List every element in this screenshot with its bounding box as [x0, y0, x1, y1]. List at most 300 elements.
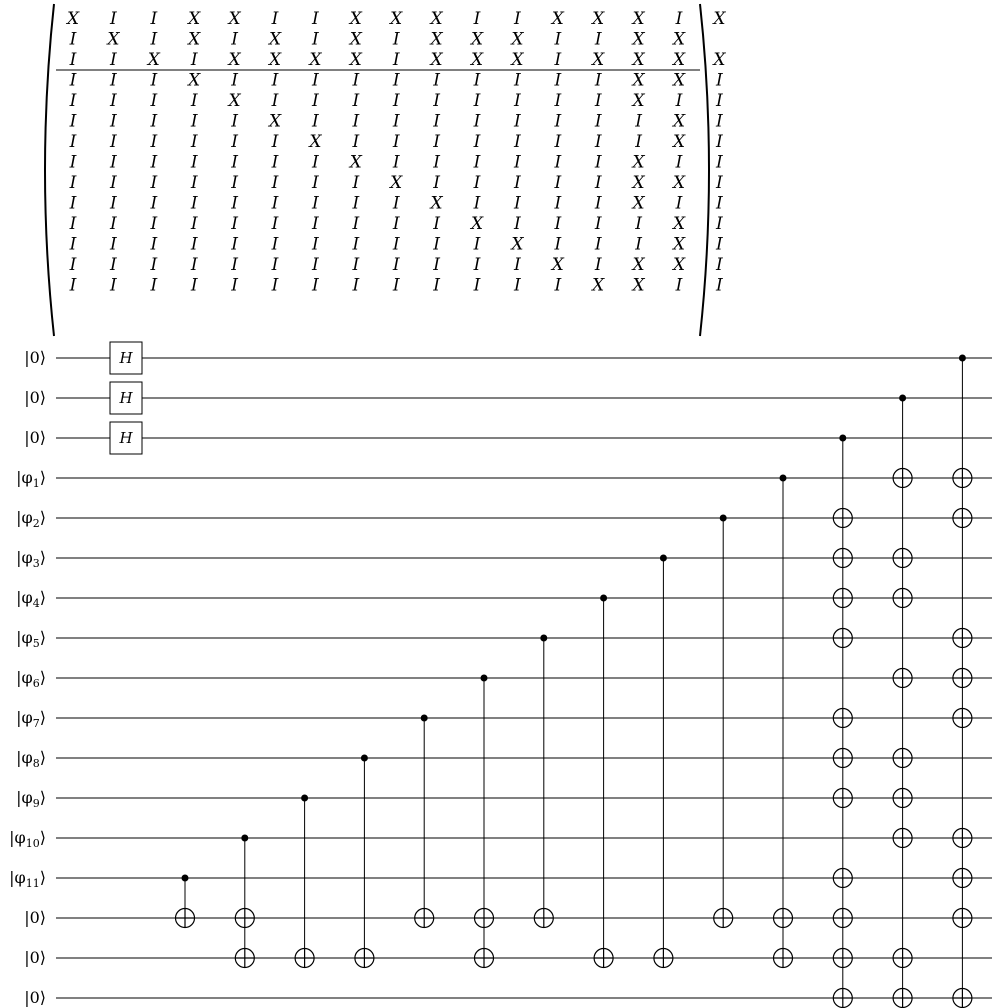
matrix-entry: I — [312, 193, 319, 214]
svg-text:H: H — [119, 349, 133, 367]
matrix-entry: I — [675, 152, 683, 173]
matrix-entry: I — [352, 255, 360, 275]
cnot-gate — [654, 555, 673, 968]
target-oplus — [833, 909, 852, 928]
target-oplus — [176, 909, 195, 928]
matrix-entry: I — [392, 50, 400, 70]
matrix-entry: X — [309, 50, 322, 70]
matrix-entry: I — [594, 29, 602, 50]
matrix-entry: I — [69, 70, 77, 91]
matrix-entry: I — [433, 214, 440, 234]
qubit-label: |0⟩ — [24, 348, 46, 367]
matrix-entry: X — [592, 50, 605, 70]
matrix-entry: X — [349, 9, 362, 29]
target-oplus — [295, 949, 314, 968]
target-oplus — [833, 949, 852, 968]
matrix-entry: I — [554, 275, 562, 296]
matrix-entry: I — [433, 275, 440, 296]
matrix-entry: I — [392, 91, 400, 111]
matrix-entry: I — [473, 91, 481, 111]
target-oplus — [893, 469, 912, 488]
matrix-entry: I — [675, 9, 683, 29]
matrix-entry: X — [632, 29, 645, 50]
matrix-entry: I — [473, 173, 481, 193]
matrix-entry: I — [554, 193, 562, 214]
matrix-entry: I — [716, 275, 723, 296]
target-oplus — [475, 949, 494, 968]
cnot-gate — [176, 875, 195, 928]
control-dot — [361, 755, 368, 762]
matrix-entry: I — [514, 214, 521, 234]
matrix-entry: I — [594, 111, 602, 132]
matrix-entry: I — [716, 214, 723, 234]
qubit-label: $|\varphi_7⟩$ — [16, 708, 46, 730]
target-oplus — [833, 549, 852, 568]
matrix-entry: I — [231, 173, 238, 193]
qubit-label: $|\varphi_9⟩$ — [16, 788, 46, 810]
matrix-entry: X — [349, 29, 362, 50]
matrix-entry: I — [312, 255, 319, 275]
matrix-entry: I — [231, 152, 238, 173]
left-paren — [45, 4, 54, 336]
matrix-entry: I — [554, 234, 562, 255]
matrix-entry: I — [312, 275, 319, 296]
matrix-entry: X — [430, 50, 443, 70]
matrix-entry: I — [150, 132, 158, 152]
matrix-entry: I — [231, 193, 238, 214]
matrix-entry: X — [66, 9, 80, 29]
matrix-entry: X — [268, 111, 282, 132]
matrix-entry: I — [69, 152, 77, 173]
matrix-entry: I — [271, 70, 279, 91]
target-oplus — [893, 949, 912, 968]
qubit-label: $|\varphi_{10}⟩$ — [9, 828, 46, 850]
matrix-entry: I — [190, 234, 198, 255]
matrix-entry: X — [632, 173, 645, 193]
matrix-entry: I — [231, 29, 238, 50]
matrix-entry: I — [190, 214, 198, 234]
matrix-entry: X — [592, 9, 605, 29]
matrix-entry: X — [713, 9, 726, 29]
matrix-entry: I — [675, 275, 683, 296]
cnot-gate — [893, 395, 912, 1008]
qubit-label: $|\varphi_2⟩$ — [16, 508, 46, 530]
matrix-entry: I — [473, 9, 481, 29]
matrix-entry: I — [433, 234, 440, 255]
matrix-entry: I — [352, 91, 360, 111]
target-oplus — [953, 869, 972, 888]
matrix-entry: I — [69, 50, 77, 70]
matrix-entry: X — [672, 214, 686, 234]
matrix-entry: I — [473, 132, 481, 152]
matrix-entry: I — [110, 111, 117, 132]
target-oplus — [833, 709, 852, 728]
matrix-entry: I — [271, 214, 279, 234]
matrix-entry: I — [110, 275, 117, 296]
matrix-entry: I — [392, 70, 400, 91]
matrix-entry: I — [110, 132, 117, 152]
target-oplus — [953, 909, 972, 928]
control-dot — [780, 475, 787, 482]
matrix-entry: I — [110, 173, 117, 193]
matrix-entry: I — [514, 173, 521, 193]
matrix-entry: X — [511, 50, 524, 70]
target-oplus — [953, 469, 972, 488]
matrix-entry: I — [392, 111, 400, 132]
matrix-entry: I — [554, 29, 562, 50]
matrix-entry: I — [392, 29, 400, 50]
matrix-entry: I — [110, 91, 117, 111]
matrix-entry: X — [672, 132, 686, 152]
matrix-entry: I — [433, 255, 440, 275]
matrix-entry: I — [473, 111, 481, 132]
matrix-entry: I — [271, 193, 279, 214]
target-oplus — [953, 629, 972, 648]
matrix-entry: I — [554, 214, 562, 234]
target-oplus — [774, 949, 793, 968]
matrix-entry: X — [470, 50, 484, 70]
matrix-entry: I — [392, 234, 400, 255]
matrix-entry: I — [69, 91, 77, 111]
qubit-label: |0⟩ — [24, 388, 46, 407]
matrix-entry: X — [632, 255, 645, 275]
matrix-entry: I — [231, 214, 238, 234]
matrix-entry: I — [594, 91, 602, 111]
matrix-entry: X — [511, 29, 524, 50]
matrix-entry: X — [228, 50, 241, 70]
target-oplus — [953, 509, 972, 528]
hadamard-gate — [110, 382, 142, 414]
control-dot — [301, 795, 308, 802]
control-dot — [720, 515, 727, 522]
target-oplus — [833, 589, 852, 608]
matrix-entry: X — [309, 132, 322, 152]
matrix-entry: I — [69, 193, 77, 214]
matrix-entry: I — [231, 132, 238, 152]
matrix-entry: I — [150, 234, 158, 255]
target-oplus — [833, 629, 852, 648]
target-oplus — [953, 829, 972, 848]
matrix-entry: I — [594, 70, 602, 91]
matrix-entry: I — [69, 214, 77, 234]
matrix-entry: I — [594, 193, 602, 214]
matrix-entry: I — [473, 234, 481, 255]
matrix-entry: I — [514, 193, 521, 214]
matrix-entry: X — [390, 173, 403, 193]
cnot-gate — [235, 835, 254, 968]
matrix-entry: I — [514, 275, 521, 296]
matrix-entry: I — [716, 70, 723, 91]
matrix-entry: I — [110, 234, 117, 255]
matrix-entry: X — [632, 275, 645, 296]
matrix-entry: I — [392, 255, 400, 275]
matrix-entry: X — [268, 50, 282, 70]
matrix-entry: I — [473, 275, 481, 296]
matrix-entry: I — [190, 152, 198, 173]
matrix-entry: X — [632, 70, 645, 91]
matrix-entry: I — [190, 111, 198, 132]
matrix-entry: I — [271, 173, 279, 193]
target-oplus — [594, 949, 613, 968]
matrix-entry: I — [594, 152, 602, 173]
hadamard-gate — [110, 342, 142, 374]
matrix-entry: X — [470, 214, 484, 234]
matrix-entry: I — [352, 214, 360, 234]
matrix-entry: I — [231, 234, 238, 255]
matrix-entry: I — [352, 173, 360, 193]
matrix-entry: X — [390, 9, 403, 29]
matrix-entry: I — [271, 234, 279, 255]
target-oplus — [893, 669, 912, 688]
matrix-entry: I — [716, 132, 723, 152]
matrix-entry: X — [713, 50, 726, 70]
matrix-entry: I — [190, 132, 198, 152]
qubit-label: $|\varphi_{11}⟩$ — [9, 868, 46, 890]
matrix-entry: I — [554, 173, 562, 193]
matrix-entry: I — [150, 70, 158, 91]
matrix-entry: X — [592, 275, 605, 296]
matrix-entry: X — [632, 50, 645, 70]
matrix-entry: I — [150, 111, 158, 132]
matrix-entry: X — [672, 255, 686, 275]
target-oplus — [893, 829, 912, 848]
target-oplus — [953, 989, 972, 1008]
matrix-entry: I — [514, 132, 521, 152]
cnot-gate — [714, 515, 733, 928]
matrix-entry: I — [473, 255, 481, 275]
matrix-entry: I — [110, 50, 117, 70]
matrix-entry: I — [312, 214, 319, 234]
target-oplus — [893, 589, 912, 608]
matrix-entry: I — [190, 50, 198, 70]
matrix-entry: I — [150, 91, 158, 111]
target-oplus — [475, 909, 494, 928]
matrix-entry: X — [268, 29, 282, 50]
matrix-entry: I — [69, 255, 77, 275]
matrix-entry: X — [349, 50, 362, 70]
matrix-entry: I — [433, 70, 440, 91]
matrix-entry: X — [188, 9, 201, 29]
matrix-entry: I — [514, 91, 521, 111]
matrix-entry: I — [190, 255, 198, 275]
matrix-entry: I — [312, 29, 319, 50]
matrix-entry: I — [312, 111, 319, 132]
matrix-entry: I — [473, 152, 481, 173]
target-oplus — [714, 909, 733, 928]
matrix-entry: I — [231, 111, 238, 132]
matrix-entry: I — [594, 234, 602, 255]
target-oplus — [893, 789, 912, 808]
matrix-entry: X — [632, 152, 645, 173]
matrix-entry: I — [110, 9, 117, 29]
qubit-label: $|\varphi_1⟩$ — [16, 468, 46, 490]
matrix-entry: I — [150, 275, 158, 296]
matrix-entry: I — [150, 152, 158, 173]
svg-text:H: H — [119, 389, 133, 407]
matrix-entry: I — [433, 132, 440, 152]
matrix-entry: X — [228, 9, 241, 29]
cnot-gate — [833, 435, 852, 1008]
matrix-entry: I — [392, 193, 400, 214]
matrix-entry: I — [312, 9, 319, 29]
matrix-entry: I — [271, 275, 279, 296]
matrix-entry: I — [473, 70, 481, 91]
cnot-gate — [295, 795, 314, 968]
matrix-entry: I — [514, 70, 521, 91]
matrix-entry: I — [69, 111, 77, 132]
matrix-entry: I — [231, 70, 238, 91]
matrix-entry: I — [271, 91, 279, 111]
qubit-label: $|\varphi_5⟩$ — [16, 628, 46, 650]
matrix-entry: I — [716, 255, 723, 275]
matrix-entry: I — [594, 214, 602, 234]
matrix-entry: I — [231, 275, 238, 296]
target-oplus — [893, 989, 912, 1008]
matrix-entry: I — [554, 132, 562, 152]
control-dot — [421, 715, 428, 722]
matrix-entry: I — [554, 50, 562, 70]
matrix-entry: I — [433, 91, 440, 111]
matrix-entry: I — [110, 193, 117, 214]
matrix-entry: I — [110, 214, 117, 234]
cnot-gate — [355, 755, 374, 968]
target-oplus — [833, 789, 852, 808]
matrix-entry: I — [392, 132, 400, 152]
matrix-entry: I — [716, 193, 723, 214]
matrix-entry: X — [430, 29, 443, 50]
qubit-label: |0⟩ — [24, 428, 46, 447]
matrix-entry: I — [110, 152, 117, 173]
matrix-entry: I — [514, 111, 521, 132]
matrix-entry: I — [514, 152, 521, 173]
matrix-entry: I — [352, 275, 360, 296]
matrix-entry: I — [312, 70, 319, 91]
matrix-entry: I — [190, 193, 198, 214]
matrix-entry: I — [554, 152, 562, 173]
qubit-label: $|\varphi_8⟩$ — [16, 748, 46, 770]
matrix-entry: I — [352, 111, 360, 132]
matrix-entry: I — [190, 173, 198, 193]
matrix-entry: I — [150, 9, 158, 29]
target-oplus — [355, 949, 374, 968]
matrix-entry: X — [188, 29, 201, 50]
matrix-entry: I — [635, 214, 642, 234]
target-oplus — [833, 509, 852, 528]
matrix-entry: I — [271, 9, 279, 29]
control-dot — [899, 395, 906, 402]
cnot-gate — [953, 355, 972, 1008]
matrix-entry: I — [352, 132, 360, 152]
matrix-entry: I — [716, 173, 723, 193]
control-dot — [241, 835, 248, 842]
matrix-entry: I — [635, 132, 642, 152]
matrix-entry: I — [352, 193, 360, 214]
encoding-circuit — [9, 342, 992, 1008]
hadamard-gate — [110, 422, 142, 454]
matrix-entry: I — [150, 214, 158, 234]
target-oplus — [415, 909, 434, 928]
target-oplus — [953, 669, 972, 688]
svg-text:H: H — [119, 429, 133, 447]
control-dot — [540, 635, 547, 642]
matrix-entry: I — [635, 234, 642, 255]
matrix-entry: I — [716, 234, 723, 255]
matrix-entry: X — [672, 70, 686, 91]
matrix-entry: X — [632, 91, 645, 111]
control-dot — [839, 435, 846, 442]
control-dot — [660, 555, 667, 562]
target-oplus — [235, 949, 254, 968]
target-oplus — [893, 549, 912, 568]
matrix-entry: I — [675, 193, 683, 214]
right-paren — [700, 4, 709, 336]
target-oplus — [953, 709, 972, 728]
matrix-entry: I — [554, 111, 562, 132]
matrix-entry: I — [150, 193, 158, 214]
matrix-entry: I — [69, 132, 77, 152]
matrix-entry: I — [675, 91, 683, 111]
control-dot — [959, 355, 966, 362]
matrix-entry: I — [716, 111, 723, 132]
matrix-entry: I — [392, 152, 400, 173]
matrix-entry: I — [190, 275, 198, 296]
target-oplus — [833, 989, 852, 1008]
matrix-entry: I — [69, 173, 77, 193]
matrix-entry: I — [594, 132, 602, 152]
matrix-entry: I — [150, 173, 158, 193]
matrix-entry: I — [716, 91, 723, 111]
matrix-entry: I — [69, 275, 77, 296]
matrix-entry: X — [188, 70, 201, 91]
matrix-entry: I — [190, 91, 198, 111]
control-dot — [182, 875, 189, 882]
matrix-entry: X — [672, 50, 686, 70]
target-oplus — [833, 869, 852, 888]
matrix-entry: I — [594, 173, 602, 193]
matrix-entry: I — [312, 91, 319, 111]
matrix-entry: X — [672, 234, 686, 255]
matrix-entry: I — [110, 70, 117, 91]
qubit-label: $|\varphi_4⟩$ — [16, 588, 46, 610]
matrix-entry: I — [433, 173, 440, 193]
matrix-entry: X — [511, 234, 524, 255]
target-oplus — [235, 909, 254, 928]
target-oplus — [893, 749, 912, 768]
stabilizer-matrix — [45, 4, 726, 336]
target-oplus — [774, 909, 793, 928]
matrix-entry: I — [312, 173, 319, 193]
target-oplus — [654, 949, 673, 968]
cnot-gate — [415, 715, 434, 928]
matrix-entry: I — [514, 255, 521, 275]
matrix-entry: X — [551, 9, 564, 29]
matrix-entry: I — [150, 29, 158, 50]
matrix-entry: X — [147, 50, 160, 70]
qubit-label: $|\varphi_3⟩$ — [16, 548, 46, 570]
matrix-entry: X — [107, 29, 120, 50]
qubit-label: |0⟩ — [24, 908, 46, 927]
matrix-entry: I — [271, 132, 279, 152]
matrix-entry: I — [312, 152, 319, 173]
control-dot — [481, 675, 488, 682]
target-oplus — [833, 749, 852, 768]
matrix-entry: X — [632, 193, 645, 214]
matrix-entry: I — [392, 214, 400, 234]
matrix-entry: I — [594, 255, 602, 275]
matrix-entry: X — [430, 9, 443, 29]
matrix-entry: I — [231, 255, 238, 275]
qubit-label: |0⟩ — [24, 948, 46, 967]
